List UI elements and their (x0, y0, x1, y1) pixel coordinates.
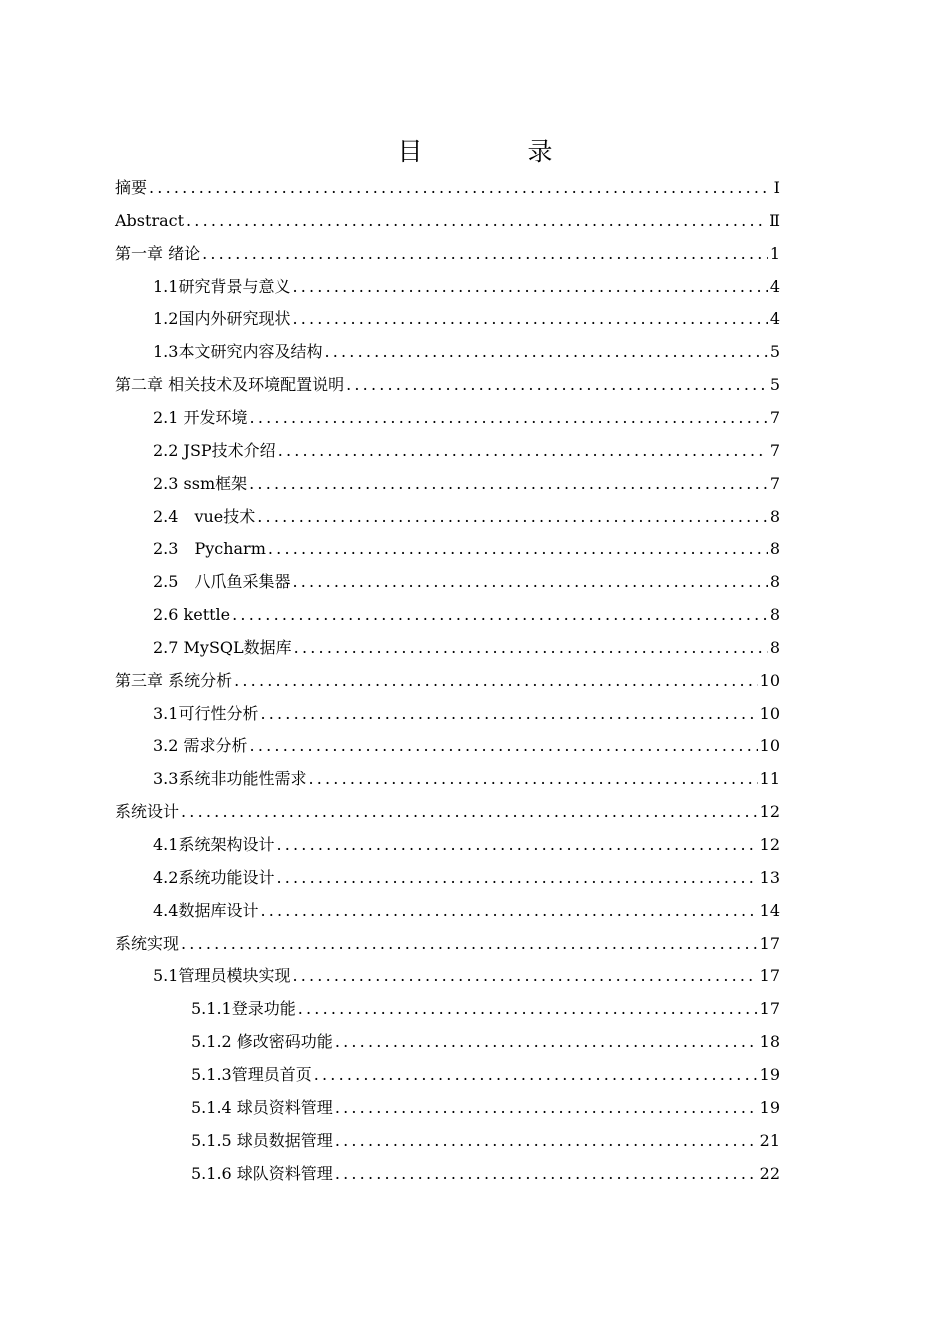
toc-entry[interactable] (153, 500, 780, 533)
toc-entry[interactable] (191, 1025, 780, 1058)
toc-entry-label: 第二章 相关技术及环境配置说明 (115, 375, 345, 395)
toc-dot-leader (181, 927, 758, 960)
toc-entry-page-number: 13 (759, 867, 780, 887)
toc-entry-page-number: 18 (759, 1032, 780, 1052)
toc-entry-page-number: 8 (769, 572, 780, 592)
toc-entry[interactable] (153, 861, 780, 894)
toc-entry-label: 3.2 需求分析 (153, 736, 248, 756)
page-title: 目 录 (397, 137, 593, 166)
toc-entry-label: 5.1.1登录功能 (191, 999, 296, 1019)
toc-entry[interactable] (115, 237, 780, 270)
toc-entry-page-number: 10 (759, 736, 780, 756)
toc-dot-leader (260, 697, 757, 730)
toc-dot-leader (276, 861, 757, 894)
toc-entry[interactable] (153, 631, 780, 664)
toc-entry-page-number: 22 (759, 1163, 780, 1183)
toc-dot-leader (276, 828, 757, 861)
toc-entry[interactable] (153, 434, 780, 467)
toc-entry[interactable] (153, 335, 780, 368)
toc-entry-label: 1.2国内外研究现状 (153, 309, 291, 329)
toc-entry-page-number: 17 (759, 933, 780, 953)
toc-entry-label: 4.4数据库设计 (153, 900, 259, 920)
toc-entry[interactable] (191, 1058, 780, 1091)
toc-dot-leader (335, 1091, 758, 1124)
toc-entry[interactable] (153, 565, 780, 598)
toc-entry-page-number: 7 (769, 407, 780, 427)
toc-entry-page-number: 4 (769, 276, 780, 296)
toc-entry-page-number: 7 (769, 473, 780, 493)
toc-entry[interactable] (153, 467, 780, 500)
toc-entry-page-number: 19 (759, 1097, 780, 1117)
toc-dot-leader (250, 401, 768, 434)
toc-entry-page-number: 17 (759, 966, 780, 986)
toc-entry[interactable] (191, 992, 780, 1025)
toc-entry-label: 5.1.3管理员首页 (191, 1064, 312, 1084)
toc-entry[interactable] (115, 368, 780, 401)
toc-dot-leader (292, 565, 767, 598)
toc-entry-page-number: 5 (769, 342, 780, 362)
toc-dot-leader (294, 631, 768, 664)
toc-dot-leader (308, 762, 757, 795)
toc-entry-page-number: 8 (769, 637, 780, 657)
toc-dot-leader (149, 171, 772, 204)
toc-entry-page-number: 12 (759, 835, 780, 854)
toc-entry-page-number: 12 (759, 802, 780, 822)
toc-entry-label: 1.1研究背景与意义 (153, 276, 291, 296)
toc-entry[interactable] (191, 1091, 780, 1124)
toc-entry[interactable] (115, 664, 780, 697)
toc-entry-label: 2.3 ssm框架 (153, 473, 248, 493)
toc-entry-label: 2.4 vue技术 (153, 506, 256, 526)
toc-entry-label: 系统实现 (115, 933, 180, 953)
toc-dot-leader (335, 1157, 758, 1190)
toc-dot-leader (335, 1124, 758, 1157)
toc-dot-leader (346, 368, 768, 401)
toc-entry-label: 摘要 (115, 178, 148, 197)
toc-entry-page-number: 21 (759, 1130, 780, 1150)
toc-dot-leader (249, 467, 768, 500)
toc-entry-label: 5.1.6 球队资料管理 (191, 1163, 333, 1183)
toc-entry-label: 第一章 绪论 (115, 243, 201, 263)
toc-entry-page-number: 10 (759, 670, 780, 690)
toc-entry[interactable] (153, 270, 780, 303)
toc-dot-leader (298, 992, 758, 1025)
toc-entry-label: 2.1 开发环境 (153, 407, 248, 427)
toc-entry[interactable] (115, 927, 780, 960)
toc-entry-label: 系统设计 (115, 802, 180, 822)
toc-entry-page-number: 8 (769, 605, 780, 625)
toc-entry[interactable] (153, 302, 780, 335)
toc-dot-leader (250, 729, 758, 762)
toc-entry-label: 1.3本文研究内容及结构 (153, 342, 323, 362)
toc-entry-label: 5.1管理员模块实现 (153, 966, 291, 986)
toc-entry-label: 2.6 kettle (153, 605, 231, 625)
toc-entry-page-number: 4 (769, 309, 780, 329)
toc-dot-leader (202, 237, 768, 270)
toc-entry-page-number: 7 (769, 440, 780, 460)
toc-dot-leader (181, 795, 758, 828)
toc-entry[interactable] (115, 204, 780, 237)
toc-dot-leader (314, 1058, 758, 1091)
toc-entry-label: 5.1.5 球员数据管理 (191, 1130, 333, 1150)
toc-entry[interactable] (153, 401, 780, 434)
toc-entry-label: 2.5 八爪鱼采集器 (153, 572, 291, 592)
toc-entry-label: 4.2系统功能设计 (153, 867, 275, 887)
toc-entry[interactable] (115, 795, 780, 828)
toc-entry[interactable] (153, 828, 780, 861)
toc-entry-label: 5.1.4 球员资料管理 (191, 1097, 333, 1117)
toc-entry-page-number: Ⅰ (773, 178, 780, 197)
toc-entry-page-number: Ⅱ (769, 210, 780, 230)
toc-entry-label: 5.1.2 修改密码功能 (191, 1032, 333, 1052)
toc-dot-leader (278, 434, 768, 467)
toc-dot-leader (335, 1025, 758, 1058)
toc-entry[interactable] (153, 729, 780, 762)
toc-dot-leader (268, 532, 768, 565)
toc-entry-page-number: 1 (769, 243, 780, 263)
toc-entry[interactable] (153, 532, 780, 565)
toc-dot-leader (234, 664, 758, 697)
toc-entry[interactable] (153, 959, 780, 992)
toc-dot-leader (232, 598, 768, 631)
toc-entry-page-number: 5 (769, 375, 780, 395)
toc-entry[interactable] (153, 762, 780, 795)
toc-entry-label: 2.2 JSP技术介绍 (153, 440, 276, 460)
toc-dot-leader (324, 335, 767, 368)
toc-dot-leader (292, 302, 767, 335)
toc-dot-leader (186, 204, 767, 237)
toc-entry[interactable] (191, 1157, 780, 1190)
toc-entry-page-number: 8 (769, 539, 780, 559)
toc-entry-page-number: 11 (759, 769, 780, 789)
toc-entry[interactable] (191, 1124, 780, 1157)
toc-entry-page-number: 14 (759, 900, 780, 920)
toc-entry[interactable] (115, 171, 780, 204)
toc-entry-label: Abstract (115, 210, 185, 230)
toc-dot-leader (292, 270, 767, 303)
toc-entry-page-number: 8 (769, 506, 780, 526)
toc-entry-label: 4.1系统架构设计 (153, 835, 275, 854)
toc-dot-leader (292, 959, 757, 992)
toc-entry[interactable] (153, 894, 780, 927)
toc-dot-leader (260, 894, 757, 927)
toc-dot-leader (257, 500, 768, 533)
toc-entry-page-number: 10 (759, 703, 780, 723)
toc-entry-label: 2.3 Pycharm (153, 539, 266, 559)
toc-entry[interactable] (153, 598, 780, 631)
toc-entry-label: 3.1可行性分析 (153, 703, 259, 723)
toc-entry-page-number: 19 (759, 1064, 780, 1084)
toc-entry[interactable] (153, 697, 780, 730)
toc-entry-label: 3.3系统非功能性需求 (153, 769, 307, 789)
toc-entry-label: 第三章 系统分析 (115, 670, 233, 690)
toc-entry-label: 2.7 MySQL数据库 (153, 637, 292, 657)
toc-entry-page-number: 17 (759, 999, 780, 1019)
